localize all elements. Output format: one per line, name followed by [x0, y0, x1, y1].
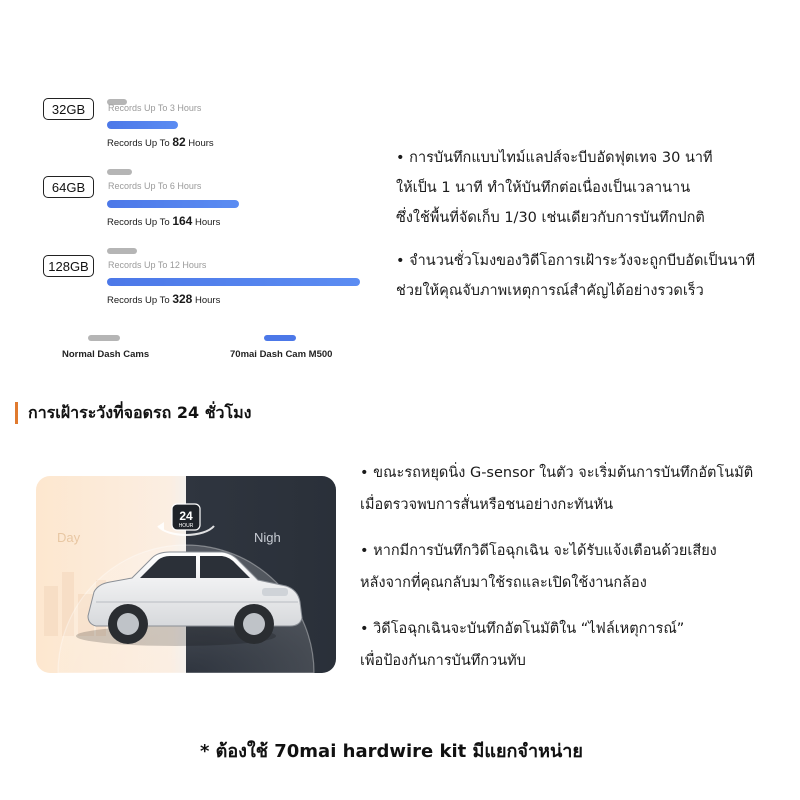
bullet-line: เพื่อป้องกันการบันทึกวนทับ [360, 653, 526, 669]
bullet-line: • วิดีโอฉุกเฉินจะบันทึกอัตโนมัติใน “ไฟล์เหตุการณ์” [360, 621, 685, 637]
m500-hours: 82 [172, 135, 186, 149]
capacity-badge: 128GB [43, 255, 94, 277]
m500-label-suffix: Hours [185, 138, 214, 149]
bullet-item [360, 613, 753, 677]
section-title: การเฝ้าระวังที่จอดรถ 24 ชั่วโมง [28, 403, 252, 422]
bullet-line: ช่วยให้คุณจับภาพเหตุการณ์สำคัญได้อย่างรวดเร็ว [396, 283, 704, 299]
storage-tier-128gb [30, 246, 370, 306]
normal-dashcam-bar [107, 169, 132, 175]
bullet-line: หลังจากที่คุณกลับมาใช้รถและเปิดใช้งานกล้อง [360, 575, 647, 591]
normal-dashcam-label: Records Up To 12 Hours [108, 260, 207, 270]
normal-dashcam-bar [107, 248, 137, 254]
m500-label-suffix: Hours [192, 217, 221, 228]
legend-m500-label: 70mai Dash Cam M500 [230, 349, 333, 360]
bullet-item [396, 246, 755, 306]
normal-dashcam-label: Records Up To 3 Hours [108, 103, 202, 113]
parking-bullets [360, 457, 753, 691]
bullet-line: • ขณะรถหยุดนิ่ง G-sensor ในตัว จะเริ่มต้นการบันทึกอัตโนมัติ [360, 465, 754, 481]
m500-label-prefix: Records Up To [107, 138, 173, 149]
m500-bar [107, 121, 178, 129]
capacity-badge: 64GB [43, 176, 94, 198]
bullet-line: เมื่อตรวจพบการสั่นหรือชนอย่างกะทันหัน [360, 497, 614, 513]
storage-comparison-panel [30, 78, 370, 378]
night-label: Nigh [254, 530, 281, 545]
clock-24-hour-icon [158, 504, 214, 535]
bullet-item [396, 143, 755, 233]
section-accent-bar [15, 402, 18, 424]
m500-label-prefix: Records Up To [107, 217, 173, 228]
m500-hours: 328 [172, 292, 193, 306]
m500-bar [107, 200, 239, 208]
bullet-item [360, 535, 753, 599]
day-label: Day [57, 530, 81, 545]
m500-label [107, 292, 220, 306]
bullet-line: ให้เป็น 1 นาที ทำให้บันทึกต่อเนื่องเป็นเวลานาน [396, 180, 691, 196]
bullet-line: ซึ่งใช้พื้นที่จัดเก็บ 1/30 เช่นเดียวกับการบันทึกปกติ [396, 210, 705, 226]
storage-tier-32gb [30, 96, 370, 156]
m500-label [107, 135, 214, 149]
parking-illustration [36, 476, 336, 673]
legend-normal-label: Normal Dash Cams [62, 349, 150, 360]
car-illustration [36, 476, 336, 673]
m500-label [107, 214, 220, 228]
bullet-line: • จำนวนชั่วโมงของวิดีโอการเฝ้าระวังจะถูกบีบอัดเป็นนาที [396, 253, 756, 269]
bullet-item [360, 457, 753, 521]
legend-normal-swatch [88, 335, 120, 341]
clock-unit: HOUR [178, 523, 194, 529]
bullet-line: • หากมีการบันทึกวิดีโอฉุกเฉิน จะได้รับแจ้งเตือนด้วยเสียง [360, 543, 717, 559]
bullet-line: • การบันทึกแบบไทม์แลปส์จะบีบอัดฟุตเทจ 30 นาที [396, 150, 713, 166]
m500-label-prefix: Records Up To [107, 295, 173, 306]
m500-hours: 164 [172, 214, 193, 228]
m500-label-suffix: Hours [192, 295, 221, 306]
capacity-badge: 32GB [43, 98, 94, 120]
normal-dashcam-label: Records Up To 6 Hours [108, 181, 202, 191]
storage-tier-64gb [30, 168, 370, 228]
timelapse-bullets [396, 143, 755, 319]
footer-note: * ต้องใช้ 70mai hardwire kit มีแยกจำหน่าย [200, 741, 583, 762]
legend-m500-swatch [264, 335, 296, 341]
clock-number: 24 [179, 509, 193, 523]
m500-bar [107, 278, 360, 286]
